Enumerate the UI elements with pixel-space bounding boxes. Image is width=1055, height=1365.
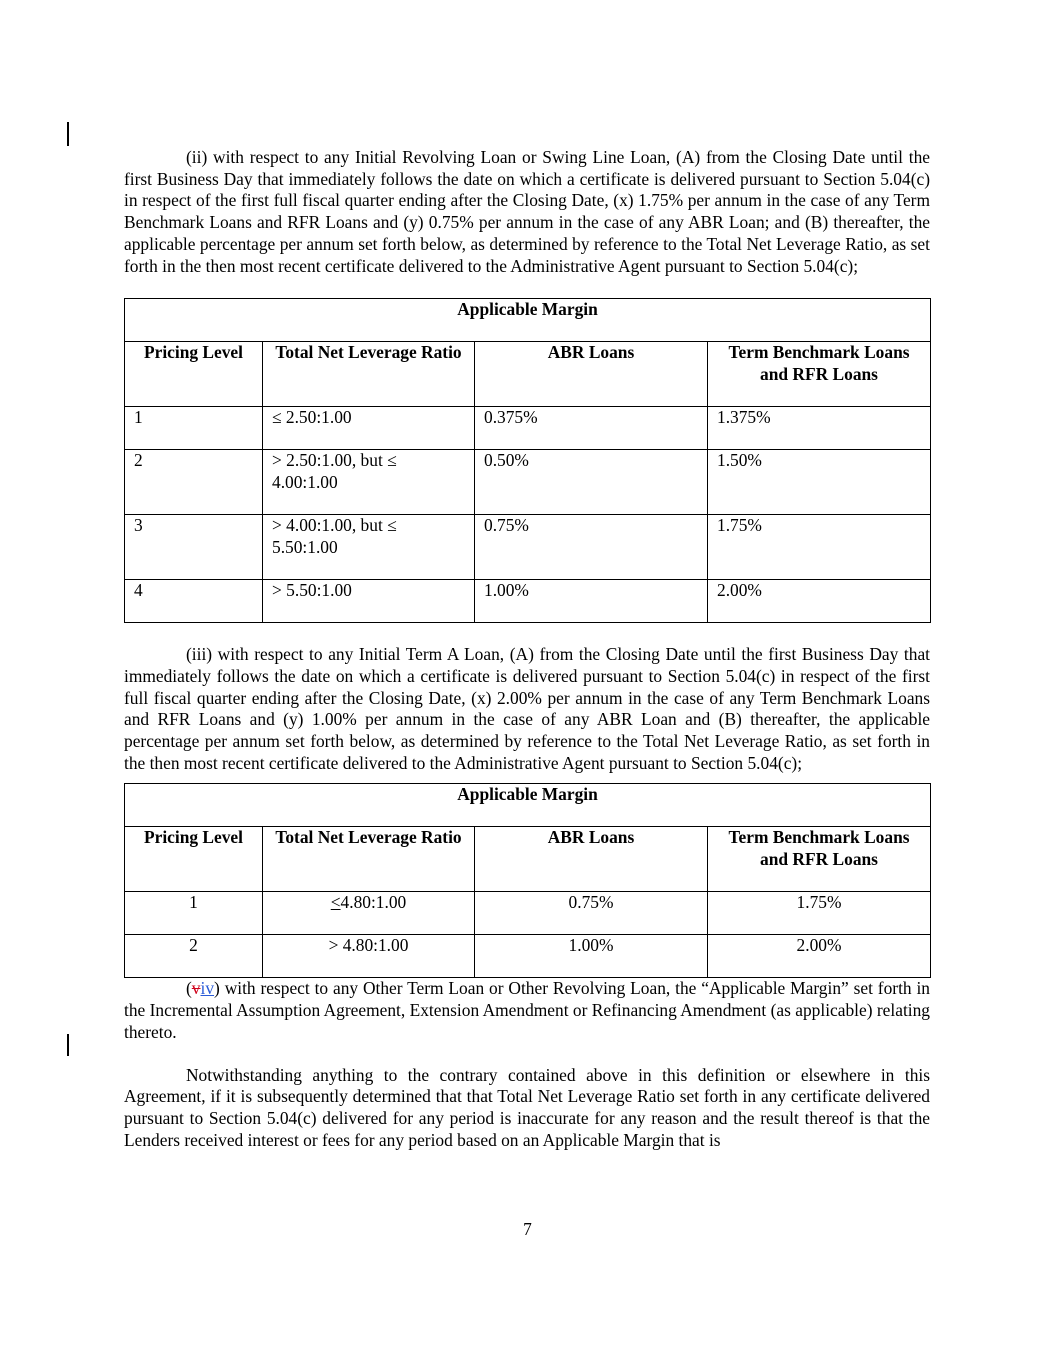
abr-loans-cell: 0.75% [475,515,708,580]
term-benchmark-cell: 1.75% [708,515,931,580]
leverage-ratio-cell: ≤ 2.50:1.00 [263,407,475,450]
abr-loans-cell: 1.00% [475,935,708,978]
abr-loans-cell: 0.75% [475,892,708,935]
header-total-net-leverage-ratio: Total Net Leverage Ratio [263,342,475,407]
leverage-ratio-cell: > 5.50:1.00 [263,580,475,623]
term-benchmark-cell: 2.00% [708,580,931,623]
change-bar-top [67,122,69,146]
pricing-level-cell: 3 [125,515,263,580]
pricing-level-cell: 4 [125,580,263,623]
term-benchmark-cell: 1.75% [708,892,931,935]
table-row [125,515,931,580]
table-caption: Applicable Margin [125,784,931,827]
leverage-ratio-cell: > 4.00:1.00, but ≤ 5.50:1.00 [263,515,475,580]
paragraph-iv-body: ) with respect to any Other Term Loan or Other Revolving Loan, the “Applicable Margin” set forth in the Incremental Assumption Agreement, Extension Amendment or Refinancing Amendment (as applicable) relating thereto. [124,978,930,1042]
leverage-ratio-value: 4.80:1.00 [340,892,407,913]
paragraph-iv [124,978,930,1043]
term-benchmark-cell: 1.50% [708,450,931,515]
table-caption: Applicable Margin [125,299,931,342]
header-term-benchmark-loans: Term Benchmark Loans and RFR Loans [708,827,931,892]
page-number: 7 [523,1219,532,1239]
applicable-margin-table-2 [124,783,931,978]
table-row [125,407,931,450]
leverage-ratio-cell: > 2.50:1.00, but ≤ 4.00:1.00 [263,450,475,515]
leverage-ratio-cell: > 4.80:1.00 [263,935,475,978]
abr-loans-cell: 1.00% [475,580,708,623]
term-benchmark-cell: 1.375% [708,407,931,450]
paragraph-iv-open-paren: ( [186,978,192,999]
change-bar-paragraph-iv [67,1034,69,1056]
inserted-text: iv [200,978,215,999]
header-term-benchmark-loans: Term Benchmark Loans and RFR Loans [708,342,931,407]
pricing-level-cell: 2 [125,935,263,978]
header-abr-loans: ABR Loans [475,827,708,892]
document-page [124,147,930,1151]
header-pricing-level: Pricing Level [125,827,263,892]
applicable-margin-table-1 [124,298,931,623]
header-total-net-leverage-ratio: Total Net Leverage Ratio [263,827,475,892]
header-pricing-level: Pricing Level [125,342,263,407]
table-row [125,935,931,978]
less-than-or-equal-sign: < [330,892,341,913]
abr-loans-cell: 0.50% [475,450,708,515]
leverage-ratio-cell [263,892,475,935]
table-row [125,892,931,935]
table-row [125,450,931,515]
pricing-level-cell: 1 [125,892,263,935]
paragraph-ii: (ii) with respect to any Initial Revolving Loan or Swing Line Loan, (A) from the Closing Date until the first Business Day that immediately follows the date on which a certificate is delivered pursuant to Section 5.04(c) in respect of the first full fiscal quarter ending after the Closing Date, (x) 1.75% per annum in the case of any Term Benchmark Loans and RFR Loans and (y) 0.75% per annum in the case of any ABR Loan; and (B) thereafter, the applicable percentage per annum set forth below, as determined by reference to the Total Net Leverage Ratio, as set forth in the then most recent certificate delivered to the Administrative Agent pursuant to Section 5.04(c); [124,147,930,276]
abr-loans-cell: 0.375% [475,407,708,450]
paragraph-notwithstanding: Notwithstanding anything to the contrary contained above in this definition or elsewhere in this Agreement, if it is subsequently determined that that Total Net Leverage Ratio set forth in any certificate delivered pursuant to Section 5.04(c) delivered for any period is inaccurate for any reason and the result thereof is that the Lenders received interest or fees for any period based on an Applicable Margin that is [124,1064,930,1150]
header-abr-loans: ABR Loans [475,342,708,407]
deleted-text: v [191,978,201,999]
paragraph-iii: (iii) with respect to any Initial Term A Loan, (A) from the Closing Date until the first Business Day that immediately follows the date on which a certificate is delivered pursuant to Section 5.04(c) in respect of the first full fiscal quarter ending after the Closing Date, (x) 2.00% per annum in the case of any Term Benchmark Loans and RFR Loans and (y) 1.00% per annum in the case of any ABR Loan and (B) thereafter, the applicable percentage per annum set forth below, as determined by reference to the Total Net Leverage Ratio, as set forth in the then most recent certificate delivered to the Administrative Agent pursuant to Section 5.04(c); [124,644,930,773]
pricing-level-cell: 2 [125,450,263,515]
term-benchmark-cell: 2.00% [708,935,931,978]
pricing-level-cell: 1 [125,407,263,450]
table-row [125,580,931,623]
